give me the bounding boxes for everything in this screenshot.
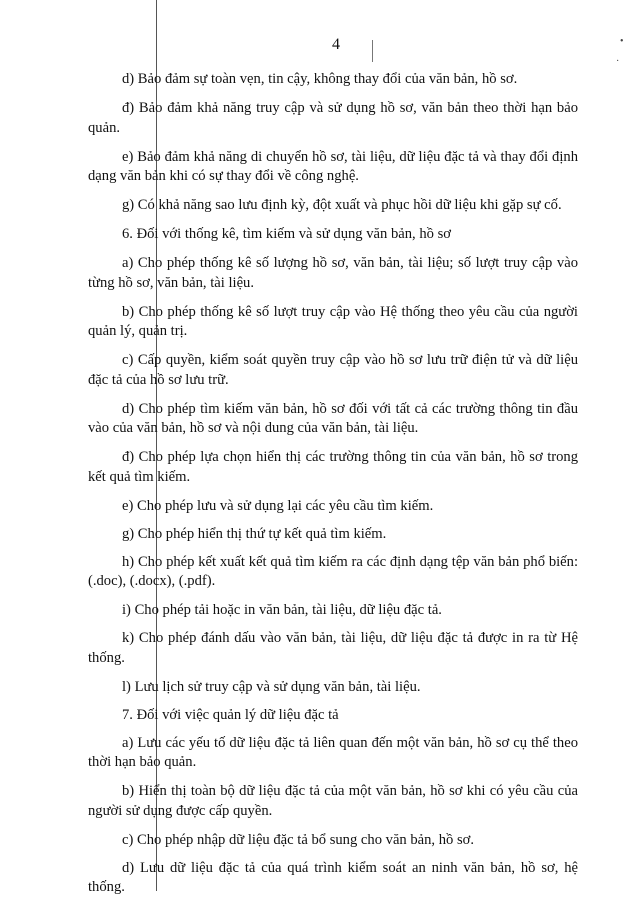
paragraph-6g: g) Cho phép hiển thị thứ tự kết quả tìm kiếm. [122,525,387,542]
paragraph-d-integrity: d) Bảo đảm sự toàn vẹn, tin cậy, không thay đổi của văn bản, hồ sơ. [122,71,518,87]
paragraph-6c: c) Cấp quyền, kiểm soát quyền truy cập vào hồ sơ lưu trữ điện tử và dữ liệu đặc tả của hồ sơ lưu trữ. [88,352,578,388]
document-body [88,70,578,907]
paragraph-6a: a) Cho phép thống kê số lượng hồ sơ, văn bản, tài liệu; số lượt truy cập vào từng hồ sơ, văn bản, tài liệu. [88,255,578,291]
paragraph-g-backup: g) Có khả năng sao lưu định kỳ, đột xuất và phục hồi dữ liệu khi gặp sự cố. [122,197,562,213]
section-heading-6: 6. Đối với thống kê, tìm kiếm và sử dụng văn bản, hồ sơ [122,226,451,242]
paragraph-6i: i) Cho phép tải hoặc in văn bản, tài liệu, dữ liệu đặc tả. [122,602,442,618]
paragraph-6dd: đ) Cho phép lựa chọn hiển thị các trường thông tin của văn bản, hồ sơ trong kết quả tìm kiếm. [88,449,578,485]
paragraph-6d: d) Cho phép tìm kiếm văn bản, hồ sơ đối với tất cả các trường thông tin đầu vào của văn bản, hồ sơ và nội dung của văn bản, tài liệu. [88,400,578,436]
paragraph-6b: b) Cho phép thống kê số lượt truy cập vào Hệ thống theo yêu cầu của người quản lý, quản trị. [88,303,578,339]
section-heading-7: 7. Đối với việc quản lý dữ liệu đặc tả [122,706,339,723]
paragraph-6e: e) Cho phép lưu và sử dụng lại các yêu cầu tìm kiếm. [122,497,434,514]
paragraph-6h: h) Cho phép kết xuất kết quả tìm kiếm ra các định dạng tệp văn bản phổ biến: (.doc), (.docx), (.pdf). [88,553,578,589]
paragraph-7a: a) Lưu các yếu tố dữ liệu đặc tả liên quan đến một văn bản, hồ sơ cụ thể theo thời hạn bảo quản. [88,734,578,770]
paragraph-7c: c) Cho phép nhập dữ liệu đặc tả bổ sung cho văn bản, hồ sơ. [122,831,475,848]
scan-speck-mark: • [620,36,624,47]
paragraph-6k: k) Cho phép đánh dấu vào văn bản, tài liệu, dữ liệu đặc tả được in ra từ Hệ thống. [88,630,578,666]
paragraph-dd-access: đ) Bảo đảm khả năng truy cập và sử dụng hồ sơ, văn bản theo thời hạn bảo quản. [88,100,578,136]
paragraph-7b: b) Hiển thị toàn bộ dữ liệu đặc tả của một văn bản, hồ sơ khi có yêu cầu của người sử dụng được cấp quyền. [88,783,578,819]
paragraph-6l: l) Lưu lịch sử truy cập và sử dụng văn bản, tài liệu. [122,678,421,695]
paragraph-7d: d) Lưu dữ liệu đặc tả của quá trình kiểm soát an ninh văn bản, hồ sơ, hệ thống. [88,859,578,895]
scan-speck-mark: · [616,56,620,67]
paragraph-e-migration: e) Bảo đảm khả năng di chuyển hồ sơ, tài liệu, dữ liệu đặc tả và thay đổi định dạng văn bản khi có sự thay đổi về công nghệ. [88,148,578,184]
page-number: 4 [332,36,340,53]
